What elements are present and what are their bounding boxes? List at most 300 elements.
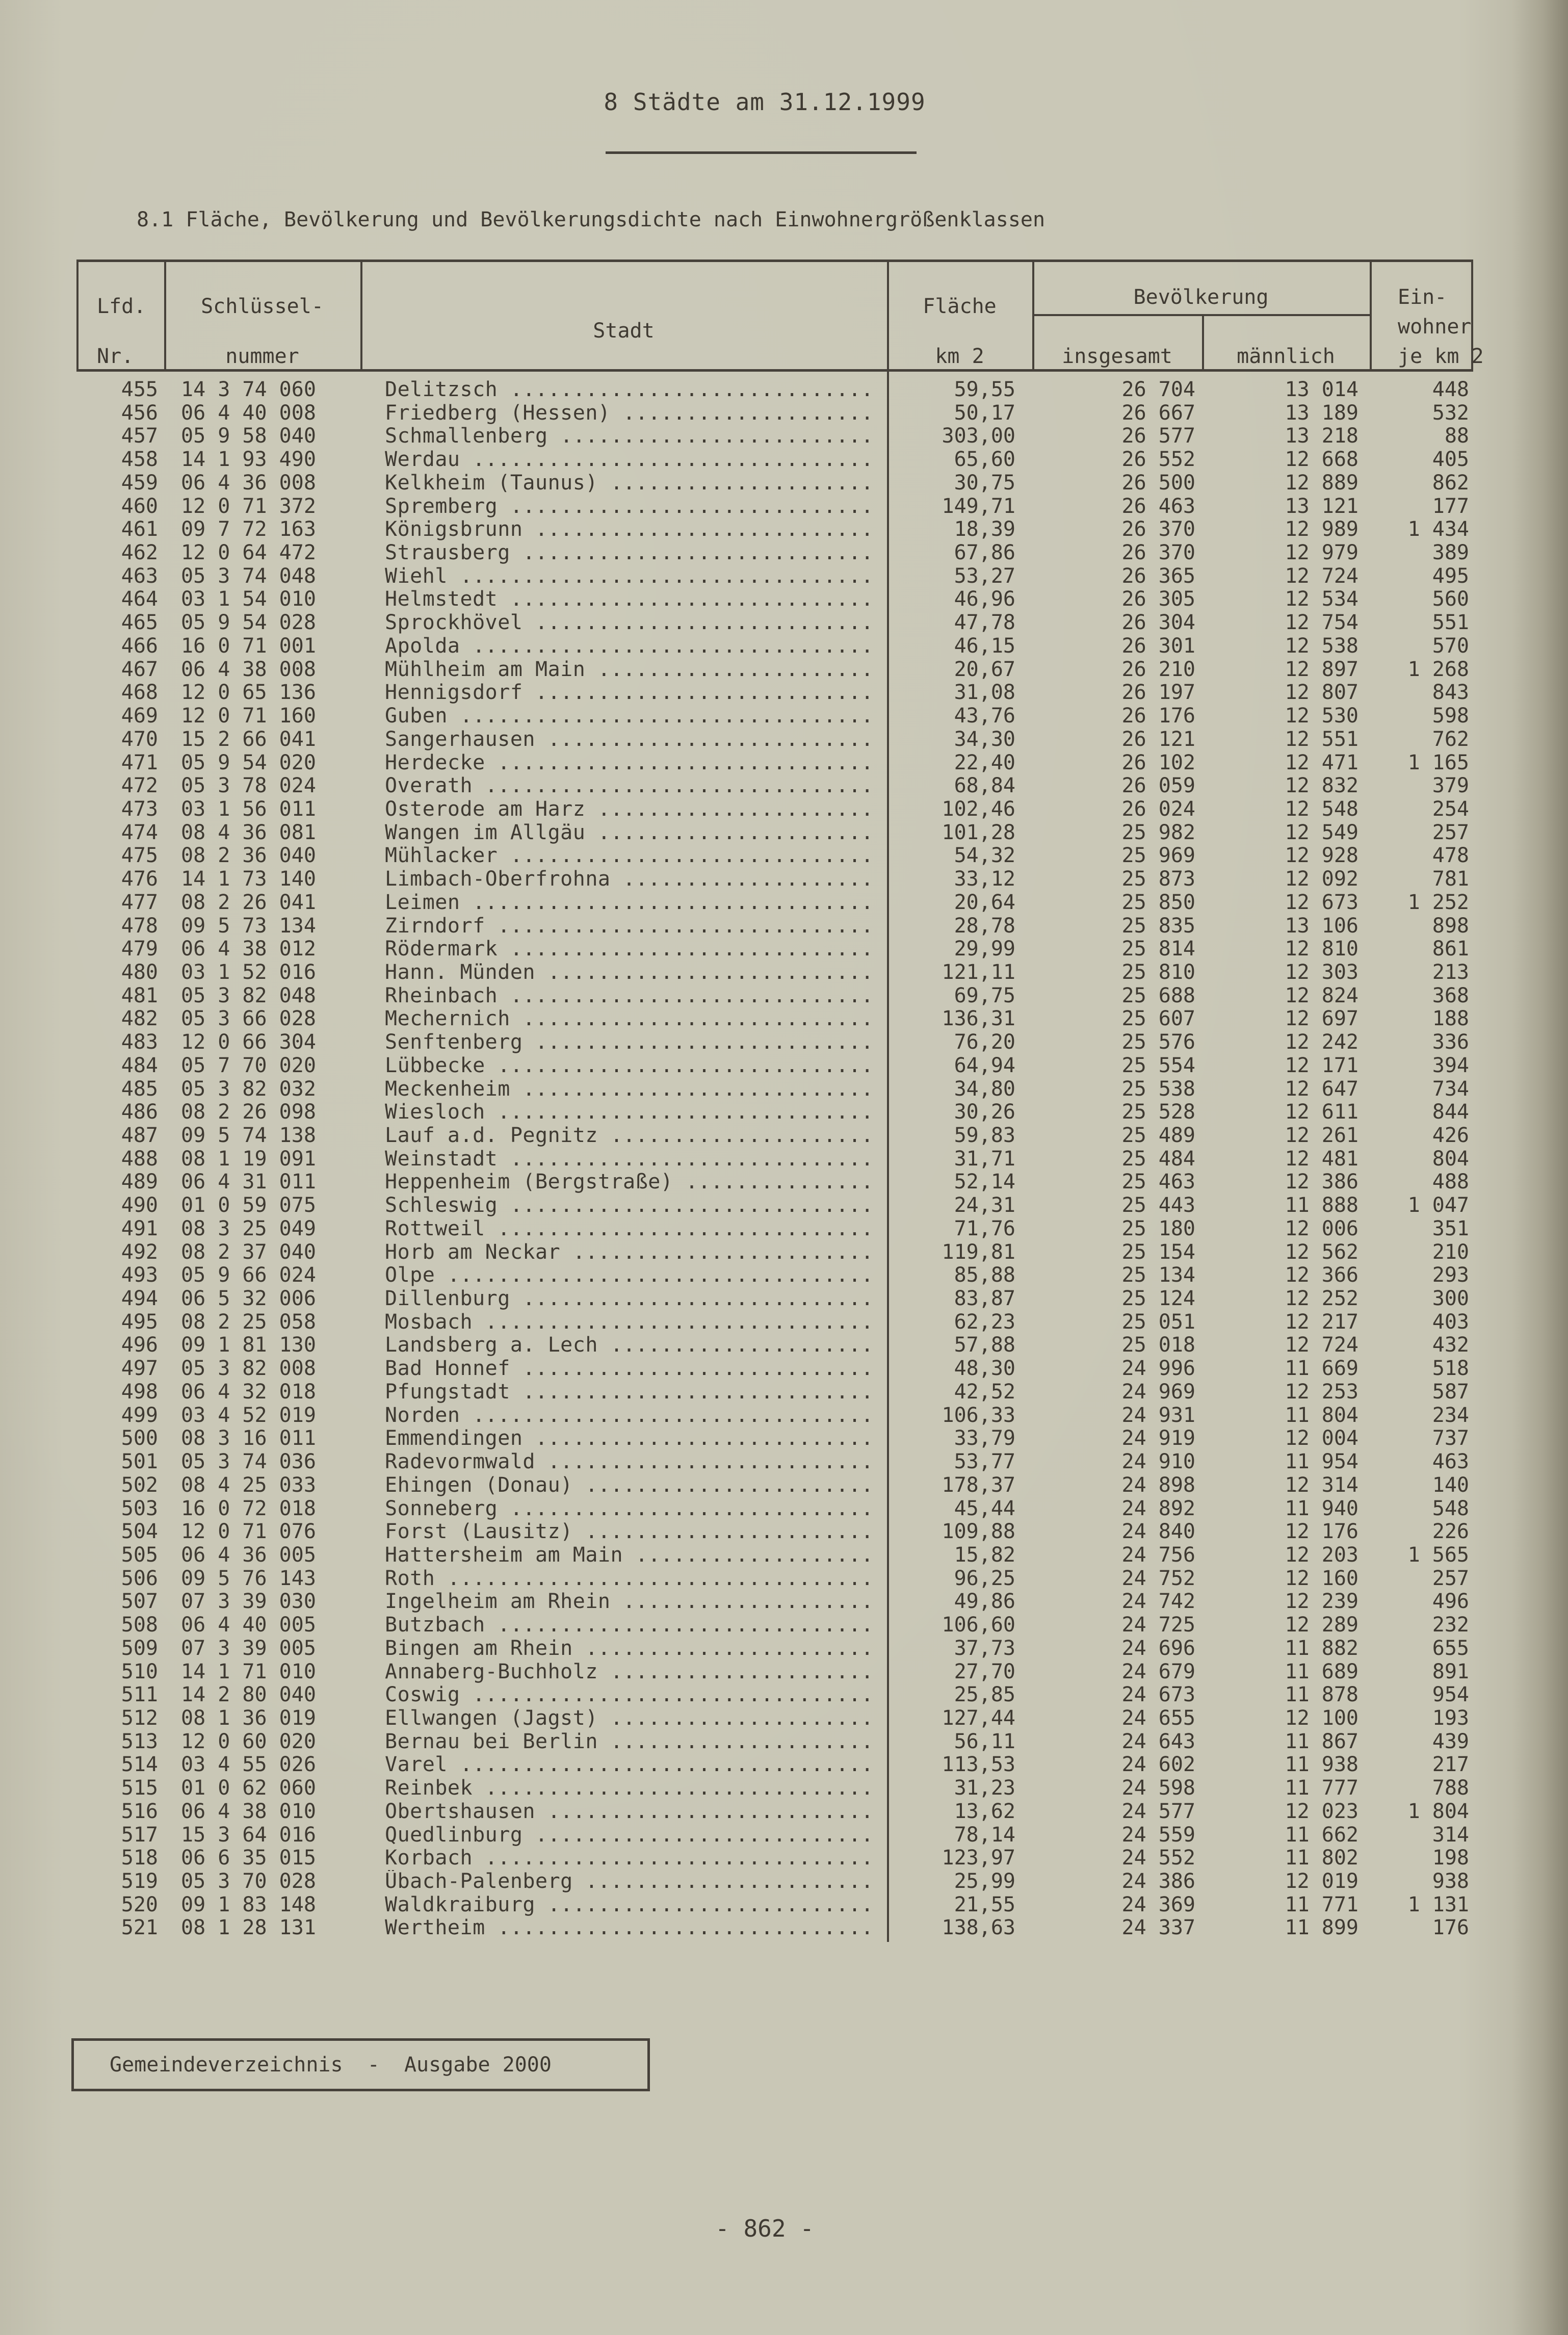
row-city: Mosbach ...............................: [385, 1310, 874, 1334]
row-key: 06 4 38 010: [181, 1800, 316, 1823]
table-row: [76, 1567, 1473, 1591]
row-pop-total: 26 552: [1121, 448, 1195, 472]
row-pop-male: 11 888: [1285, 1194, 1358, 1217]
row-city: Radevormwald ..........................: [385, 1450, 874, 1474]
row-pop-male: 12 176: [1285, 1520, 1358, 1544]
row-nr: 514: [121, 1753, 158, 1777]
row-nr: 520: [121, 1893, 158, 1916]
row-density: 198: [1432, 1847, 1469, 1870]
row-key: 05 9 54 028: [181, 611, 316, 635]
row-pop-total: 24 679: [1121, 1660, 1195, 1683]
row-city: Leimen ................................: [385, 891, 874, 914]
table-row: [76, 1078, 1473, 1101]
row-area: 106,33: [942, 1404, 1015, 1427]
row-city: Dillenburg ............................: [385, 1287, 874, 1311]
row-pop-total: 24 559: [1121, 1823, 1195, 1847]
row-key: 08 2 25 058: [181, 1310, 316, 1334]
row-nr: 483: [121, 1031, 158, 1054]
row-city: Rheinbach .............................: [385, 984, 874, 1007]
table-row: [76, 774, 1473, 798]
row-pop-total: 24 602: [1121, 1753, 1195, 1777]
row-pop-male: 12 100: [1285, 1706, 1358, 1730]
table-row: [76, 751, 1473, 775]
row-key: 05 9 54 020: [181, 751, 316, 774]
row-city: Quedlinburg ...........................: [385, 1823, 874, 1847]
col-header-lfd: Lfd.: [97, 295, 146, 318]
row-area: 59,83: [954, 1124, 1015, 1147]
table-row: [76, 1381, 1473, 1404]
row-area: 53,77: [954, 1450, 1015, 1474]
row-key: 08 2 26 041: [181, 891, 316, 914]
table-row: [76, 635, 1473, 658]
row-key: 14 3 74 060: [181, 378, 316, 401]
row-city: Rödermark .............................: [385, 938, 874, 961]
row-pop-total: 26 301: [1121, 634, 1195, 658]
row-nr: 467: [121, 658, 158, 681]
row-nr: 517: [121, 1823, 158, 1847]
row-city: Olpe ..................................: [385, 1264, 874, 1287]
row-pop-total: 24 577: [1121, 1800, 1195, 1823]
table-row: [76, 1171, 1473, 1194]
row-key: 03 1 54 010: [181, 588, 316, 611]
row-area: 24,31: [954, 1194, 1015, 1217]
row-pop-total: 26 304: [1121, 611, 1195, 635]
row-pop-male: 11 771: [1285, 1893, 1358, 1916]
row-pop-male: 11 669: [1285, 1357, 1358, 1381]
row-area: 25,99: [954, 1870, 1015, 1893]
row-city: Wiesloch ..............................: [385, 1101, 874, 1124]
row-nr: 464: [121, 588, 158, 611]
row-pop-male: 11 802: [1285, 1847, 1358, 1870]
row-pop-total: 25 969: [1121, 844, 1195, 868]
row-density: 560: [1432, 588, 1469, 611]
row-key: 12 0 71 076: [181, 1520, 316, 1544]
row-pop-total: 24 742: [1121, 1590, 1195, 1614]
row-pop-male: 12 724: [1285, 564, 1358, 588]
table-row: [76, 1661, 1473, 1684]
row-key: 14 2 80 040: [181, 1683, 316, 1707]
row-key: 03 1 56 011: [181, 797, 316, 821]
row-density: 844: [1432, 1101, 1469, 1124]
table-row: [76, 1824, 1473, 1847]
row-density: 336: [1432, 1031, 1469, 1054]
row-area: 65,60: [954, 448, 1015, 472]
row-pop-male: 12 548: [1285, 797, 1358, 821]
row-city: Hattersheim am Main ...................: [385, 1543, 874, 1567]
row-density: 954: [1432, 1683, 1469, 1707]
row-city: Osterode am Harz ......................: [385, 797, 874, 821]
row-pop-total: 26 305: [1121, 588, 1195, 611]
row-city: Heppenheim (Bergstraße) ...............: [385, 1171, 874, 1194]
row-city: Sonneberg .............................: [385, 1497, 874, 1520]
row-density: 448: [1432, 378, 1469, 401]
table-row: [76, 1847, 1473, 1870]
row-pop-male: 12 239: [1285, 1590, 1358, 1614]
row-pop-total: 24 919: [1121, 1427, 1195, 1450]
row-nr: 473: [121, 797, 158, 821]
row-pop-male: 11 938: [1285, 1753, 1358, 1777]
table-row: [76, 611, 1473, 635]
row-pop-total: 25 810: [1121, 961, 1195, 984]
row-pop-male: 12 534: [1285, 588, 1358, 611]
table-row: [76, 541, 1473, 565]
row-city: Lübbecke ..............................: [385, 1054, 874, 1077]
row-area: 21,55: [954, 1893, 1015, 1916]
row-density: 140: [1432, 1473, 1469, 1497]
table-row: [76, 1590, 1473, 1614]
row-pop-male: 12 261: [1285, 1124, 1358, 1147]
table-row: [76, 868, 1473, 891]
table-row: [76, 1753, 1473, 1777]
row-area: 20,64: [954, 891, 1015, 914]
row-key: 03 4 52 019: [181, 1404, 316, 1427]
page-title: 8 Städte am 31.12.1999: [604, 88, 926, 116]
row-pop-total: 25 688: [1121, 984, 1195, 1007]
row-nr: 493: [121, 1264, 158, 1287]
row-pop-total: 25 814: [1121, 938, 1195, 961]
row-density: 734: [1432, 1077, 1469, 1101]
row-pop-total: 25 554: [1121, 1054, 1195, 1077]
row-city: Korbach ...............................: [385, 1847, 874, 1870]
row-pop-male: 13 121: [1285, 495, 1358, 518]
row-key: 12 0 64 472: [181, 541, 316, 565]
row-nr: 497: [121, 1357, 158, 1381]
row-key: 01 0 59 075: [181, 1194, 316, 1217]
row-area: 46,15: [954, 634, 1015, 658]
row-city: Bad Honnef ............................: [385, 1357, 874, 1381]
row-key: 05 3 66 028: [181, 1007, 316, 1031]
table-row: [76, 472, 1473, 495]
row-pop-total: 24 643: [1121, 1730, 1195, 1753]
row-density: 232: [1432, 1614, 1469, 1637]
row-density: 257: [1432, 1567, 1469, 1590]
row-nr: 513: [121, 1730, 158, 1753]
row-density: 804: [1432, 1147, 1469, 1171]
row-key: 05 3 82 008: [181, 1357, 316, 1381]
row-area: 69,75: [954, 984, 1015, 1007]
row-city: Emmendingen ...........................: [385, 1427, 874, 1450]
row-pop-male: 12 889: [1285, 471, 1358, 495]
row-density: 234: [1432, 1404, 1469, 1427]
row-pop-total: 24 756: [1121, 1543, 1195, 1567]
footer-box: [71, 2038, 650, 2091]
row-key: 12 0 65 136: [181, 681, 316, 705]
row-pop-male: 12 242: [1285, 1031, 1358, 1054]
row-pop-male: 11 882: [1285, 1637, 1358, 1660]
row-pop-male: 12 697: [1285, 1007, 1358, 1031]
row-key: 08 4 25 033: [181, 1473, 316, 1497]
row-pop-male: 13 014: [1285, 378, 1358, 401]
row-city: Forst (Lausitz) .......................: [385, 1520, 874, 1544]
row-city: Varel .................................: [385, 1753, 874, 1777]
row-key: 08 3 16 011: [181, 1427, 316, 1450]
row-pop-total: 24 898: [1121, 1473, 1195, 1497]
row-density: 176: [1432, 1916, 1469, 1940]
row-key: 06 4 36 005: [181, 1543, 316, 1567]
row-area: 119,81: [942, 1240, 1015, 1264]
row-pop-male: 12 289: [1285, 1614, 1358, 1637]
row-nr: 506: [121, 1567, 158, 1590]
row-density: 177: [1432, 495, 1469, 518]
row-key: 08 1 19 091: [181, 1147, 316, 1171]
row-key: 12 0 71 160: [181, 705, 316, 728]
row-pop-male: 12 562: [1285, 1240, 1358, 1264]
table-row: [76, 1101, 1473, 1124]
row-key: 07 3 39 005: [181, 1637, 316, 1660]
row-pop-male: 12 303: [1285, 961, 1358, 984]
row-density: 938: [1432, 1870, 1469, 1893]
row-pop-total: 26 102: [1121, 751, 1195, 774]
row-area: 113,53: [942, 1753, 1015, 1777]
row-nr: 510: [121, 1660, 158, 1683]
row-density: 762: [1432, 728, 1469, 751]
row-nr: 478: [121, 914, 158, 938]
row-nr: 512: [121, 1706, 158, 1730]
row-density: 1 804: [1407, 1800, 1469, 1823]
row-city: Overath ...............................: [385, 774, 874, 798]
row-key: 05 9 58 040: [181, 425, 316, 448]
row-city: Hennigsdorf ...........................: [385, 681, 874, 705]
row-pop-total: 26 197: [1121, 681, 1195, 705]
row-pop-male: 12 366: [1285, 1264, 1358, 1287]
row-pop-total: 26 210: [1121, 658, 1195, 681]
col-header-schluessel: Schlüssel-: [201, 295, 324, 318]
row-pop-total: 26 370: [1121, 541, 1195, 565]
row-city: Friedberg (Hessen) ....................: [385, 401, 874, 425]
row-city: Meckenheim ............................: [385, 1077, 874, 1101]
row-pop-male: 11 867: [1285, 1730, 1358, 1753]
row-nr: 487: [121, 1124, 158, 1147]
table-row: [76, 1194, 1473, 1217]
row-nr: 516: [121, 1800, 158, 1823]
row-density: 1 252: [1407, 891, 1469, 914]
row-density: 570: [1432, 634, 1469, 658]
row-pop-total: 25 134: [1121, 1264, 1195, 1287]
row-pop-male: 12 019: [1285, 1870, 1358, 1893]
row-key: 16 0 71 001: [181, 634, 316, 658]
row-city: Delitzsch .............................: [385, 378, 874, 401]
row-density: 213: [1432, 961, 1469, 984]
row-pop-total: 26 365: [1121, 564, 1195, 588]
row-pop-total: 25 489: [1121, 1124, 1195, 1147]
table-row: [76, 1520, 1473, 1544]
row-density: 293: [1432, 1264, 1469, 1287]
row-pop-male: 11 940: [1285, 1497, 1358, 1520]
row-density: 394: [1432, 1054, 1469, 1077]
row-key: 06 4 40 008: [181, 401, 316, 425]
row-key: 05 3 82 048: [181, 984, 316, 1007]
row-key: 09 5 76 143: [181, 1567, 316, 1590]
row-pop-total: 25 538: [1121, 1077, 1195, 1101]
row-area: 64,94: [954, 1054, 1015, 1077]
row-nr: 494: [121, 1287, 158, 1311]
row-pop-male: 12 023: [1285, 1800, 1358, 1823]
row-city: Lauf a.d. Pegnitz .....................: [385, 1124, 874, 1147]
table-row: [76, 891, 1473, 915]
row-area: 303,00: [942, 425, 1015, 448]
row-area: 48,30: [954, 1357, 1015, 1381]
row-density: 898: [1432, 914, 1469, 938]
table-row: [76, 1683, 1473, 1707]
row-city: Bernau bei Berlin .....................: [385, 1730, 874, 1753]
row-city: Sprockhövel ...........................: [385, 611, 874, 635]
row-pop-male: 11 662: [1285, 1823, 1358, 1847]
table-row: [76, 984, 1473, 1008]
row-pop-male: 12 530: [1285, 705, 1358, 728]
row-density: 518: [1432, 1357, 1469, 1381]
table-row: [76, 448, 1473, 472]
row-pop-total: 25 982: [1121, 821, 1195, 844]
row-density: 405: [1432, 448, 1469, 472]
row-area: 43,76: [954, 705, 1015, 728]
row-nr: 492: [121, 1240, 158, 1264]
row-area: 20,67: [954, 658, 1015, 681]
table-row: [76, 844, 1473, 868]
row-area: 178,37: [942, 1473, 1015, 1497]
row-city: Zirndorf ..............................: [385, 914, 874, 938]
row-nr: 515: [121, 1777, 158, 1800]
row-pop-male: 13 106: [1285, 914, 1358, 938]
col-header-bevoelkerung: Bevölkerung: [1133, 286, 1269, 309]
row-pop-male: 12 551: [1285, 728, 1358, 751]
row-area: 83,87: [954, 1287, 1015, 1311]
row-nr: 465: [121, 611, 158, 635]
row-nr: 499: [121, 1404, 158, 1427]
row-key: 09 1 81 130: [181, 1334, 316, 1357]
table-row: [76, 1637, 1473, 1661]
row-city: Ingelheim am Rhein ....................: [385, 1590, 874, 1614]
table-row: [76, 565, 1473, 588]
row-city: Strausberg ............................: [385, 541, 874, 565]
row-city: Pfungstadt ............................: [385, 1380, 874, 1404]
row-city: Schleswig .............................: [385, 1194, 874, 1217]
row-area: 34,80: [954, 1077, 1015, 1101]
row-pop-male: 12 897: [1285, 658, 1358, 681]
row-area: 49,86: [954, 1590, 1015, 1614]
row-area: 31,71: [954, 1147, 1015, 1171]
row-key: 12 0 60 020: [181, 1730, 316, 1753]
row-city: Übach-Palenberg .......................: [385, 1870, 874, 1893]
row-area: 50,17: [954, 401, 1015, 425]
row-nr: 471: [121, 751, 158, 774]
row-pop-total: 25 607: [1121, 1007, 1195, 1031]
row-area: 71,76: [954, 1217, 1015, 1240]
row-density: 217: [1432, 1753, 1469, 1777]
row-pop-male: 12 979: [1285, 541, 1358, 565]
row-area: 78,14: [954, 1823, 1015, 1847]
row-key: 06 4 36 008: [181, 471, 316, 495]
table-row: [76, 425, 1473, 448]
row-pop-total: 26 059: [1121, 774, 1195, 798]
row-density: 210: [1432, 1240, 1469, 1264]
col-header-einwohner-line2: wohner: [1398, 315, 1472, 339]
scan-edge-shadow: [1512, 0, 1568, 2335]
row-pop-total: 24 552: [1121, 1847, 1195, 1870]
row-nr: 490: [121, 1194, 158, 1217]
row-nr: 482: [121, 1007, 158, 1031]
row-key: 08 2 37 040: [181, 1240, 316, 1264]
row-density: 843: [1432, 681, 1469, 705]
row-area: 33,79: [954, 1427, 1015, 1450]
row-pop-total: 25 124: [1121, 1287, 1195, 1311]
row-pop-total: 25 180: [1121, 1217, 1195, 1240]
row-nr: 461: [121, 518, 158, 541]
row-area: 59,55: [954, 378, 1015, 401]
table-row: [76, 1800, 1473, 1824]
row-nr: 518: [121, 1847, 158, 1870]
row-density: 788: [1432, 1777, 1469, 1800]
row-pop-total: 25 484: [1121, 1147, 1195, 1171]
row-city: Roth ..................................: [385, 1567, 874, 1590]
row-area: 30,26: [954, 1101, 1015, 1124]
row-nr: 462: [121, 541, 158, 565]
row-key: 08 1 36 019: [181, 1706, 316, 1730]
row-key: 08 4 36 081: [181, 821, 316, 844]
row-city: Butzbach ..............................: [385, 1614, 874, 1637]
table-row: [76, 1404, 1473, 1428]
row-city: Horb am Neckar ........................: [385, 1240, 874, 1264]
table-row: [76, 1614, 1473, 1637]
table-row: [76, 1287, 1473, 1311]
row-city: Kelkheim (Taunus) .....................: [385, 471, 874, 495]
row-nr: 455: [121, 378, 158, 401]
row-density: 88: [1444, 425, 1469, 448]
row-pop-male: 12 989: [1285, 518, 1358, 541]
row-area: 27,70: [954, 1660, 1015, 1683]
row-nr: 474: [121, 821, 158, 844]
row-area: 31,23: [954, 1777, 1015, 1800]
row-pop-male: 12 810: [1285, 938, 1358, 961]
row-key: 05 3 74 048: [181, 564, 316, 588]
table-row: [76, 495, 1473, 518]
table-row: [76, 961, 1473, 984]
row-area: 22,40: [954, 751, 1015, 774]
row-key: 05 3 78 024: [181, 774, 316, 798]
table-row: [76, 1427, 1473, 1450]
table-row: [76, 915, 1473, 938]
col-header-flaeche: Fläche: [923, 295, 997, 318]
row-density: 488: [1432, 1171, 1469, 1194]
page-number: - 862 -: [715, 2215, 814, 2242]
row-city: Limbach-Oberfrohna ....................: [385, 868, 874, 891]
row-key: 05 3 74 036: [181, 1450, 316, 1474]
row-pop-male: 12 481: [1285, 1147, 1358, 1171]
row-city: Sangerhausen ..........................: [385, 728, 874, 751]
row-city: Hann. Münden ..........................: [385, 961, 874, 984]
row-key: 09 5 74 138: [181, 1124, 316, 1147]
row-density: 1 165: [1407, 751, 1469, 774]
row-area: 123,97: [942, 1847, 1015, 1870]
row-area: 127,44: [942, 1706, 1015, 1730]
row-pop-total: 26 024: [1121, 797, 1195, 821]
row-nr: 466: [121, 634, 158, 658]
row-density: 193: [1432, 1706, 1469, 1730]
col-header-nummer: nummer: [225, 345, 299, 368]
row-pop-total: 25 051: [1121, 1310, 1195, 1334]
row-area: 149,71: [942, 495, 1015, 518]
row-key: 14 1 71 010: [181, 1660, 316, 1683]
row-density: 368: [1432, 984, 1469, 1007]
row-pop-total: 24 969: [1121, 1380, 1195, 1404]
row-city: Norden ................................: [385, 1404, 874, 1427]
col-header-nr: Nr.: [97, 345, 134, 368]
row-key: 09 5 73 134: [181, 914, 316, 938]
row-pop-male: 12 928: [1285, 844, 1358, 868]
table-row: [76, 588, 1473, 611]
row-density: 379: [1432, 774, 1469, 798]
row-key: 06 4 31 011: [181, 1171, 316, 1194]
row-nr: 508: [121, 1614, 158, 1637]
